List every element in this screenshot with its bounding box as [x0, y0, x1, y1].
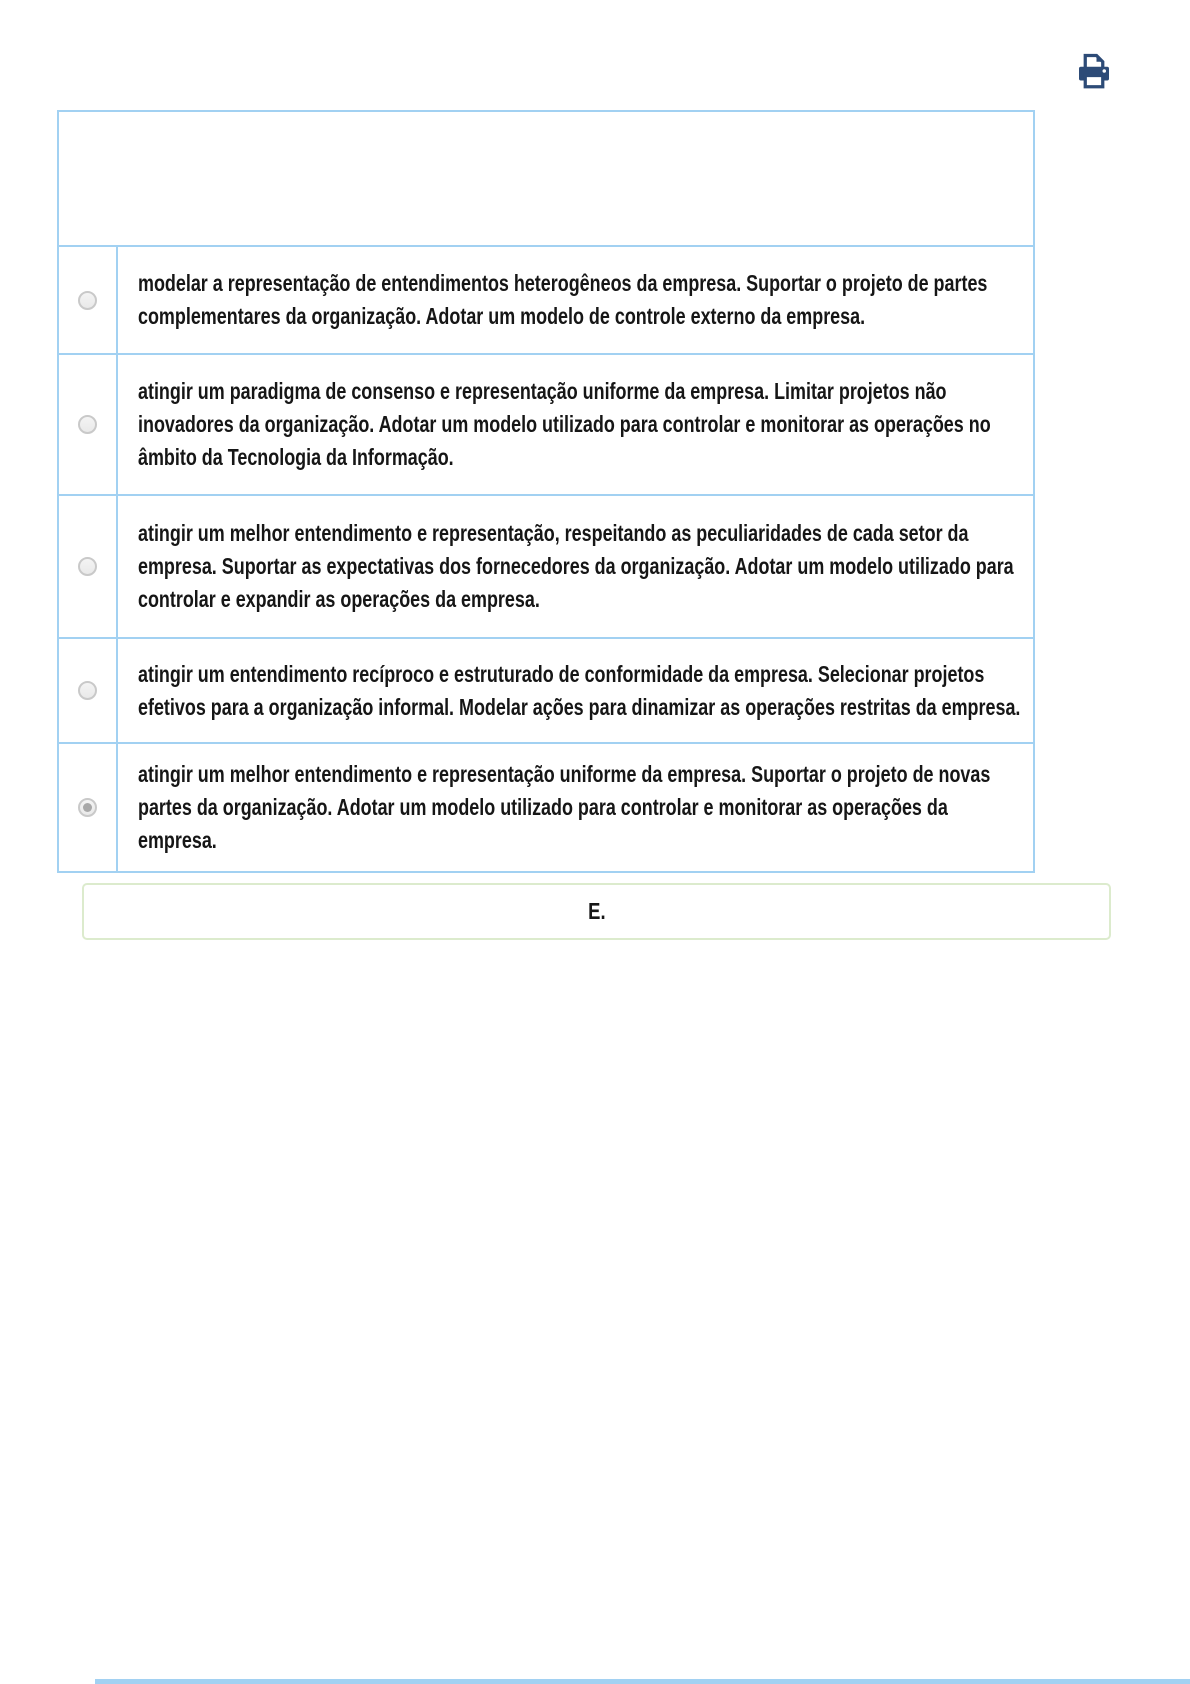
option-row-5[interactable]: [59, 742, 1033, 871]
option-text-cell: [118, 253, 1033, 347]
option-text-cell: [118, 744, 1033, 871]
option-text-5: atingir um melhor entendimento e representação uniforme da empresa. Suportar o projeto de novas partes da organização. Adotar um modelo utilizado para controlar e monitorar as operações da empresa.: [138, 761, 991, 853]
radio-button-2[interactable]: [78, 415, 97, 434]
option-text-cell: [118, 361, 1033, 488]
radio-button-5[interactable]: [78, 798, 97, 817]
radio-cell: [59, 496, 118, 637]
option-text-2: atingir um paradigma de consenso e representação uniforme da empresa. Limitar projetos não inovadores da organização. Adotar um modelo utilizado para controlar e monitorar as operações no âmbito da Tecnologia da Informação.: [138, 378, 991, 470]
print-button[interactable]: [1074, 53, 1114, 93]
option-text-1: modelar a representação de entendimentos heterogêneos da empresa. Suportar o projeto de partes complementares da organização. Adotar um modelo de controle externo da empresa.: [138, 270, 988, 329]
option-text-cell: [118, 644, 1033, 738]
radio-cell: [59, 247, 118, 353]
radio-cell: [59, 355, 118, 494]
radio-button-1[interactable]: [78, 291, 97, 310]
option-row-3[interactable]: [59, 494, 1033, 637]
option-row-1[interactable]: [59, 245, 1033, 353]
option-text-cell: [118, 503, 1033, 630]
radio-button-3[interactable]: [78, 557, 97, 576]
option-text-4: atingir um entendimento recíproco e estruturado de conformidade da empresa. Selecionar projetos efetivos para a organização informal. Modelar ações para dinamizar as operações restritas da empresa.: [138, 660, 1021, 720]
radio-cell: [59, 639, 118, 742]
answer-text: E.: [587, 898, 606, 924]
next-section-top-edge: [95, 1679, 1190, 1684]
question-table: [57, 110, 1035, 873]
radio-cell: [59, 744, 118, 871]
print-icon: [1074, 53, 1114, 93]
option-row-2[interactable]: [59, 353, 1033, 494]
radio-button-4[interactable]: [78, 681, 97, 700]
option-row-4[interactable]: [59, 637, 1033, 742]
answer-box: [82, 883, 1111, 940]
question-header: [59, 112, 1033, 245]
option-text-3: atingir um melhor entendimento e representação, respeitando as peculiaridades de cada setor da empresa. Suportar as expectativas dos fornecedores da organização. Adotar um modelo utilizado para controlar e expandir as operações da empresa.: [138, 520, 1014, 612]
